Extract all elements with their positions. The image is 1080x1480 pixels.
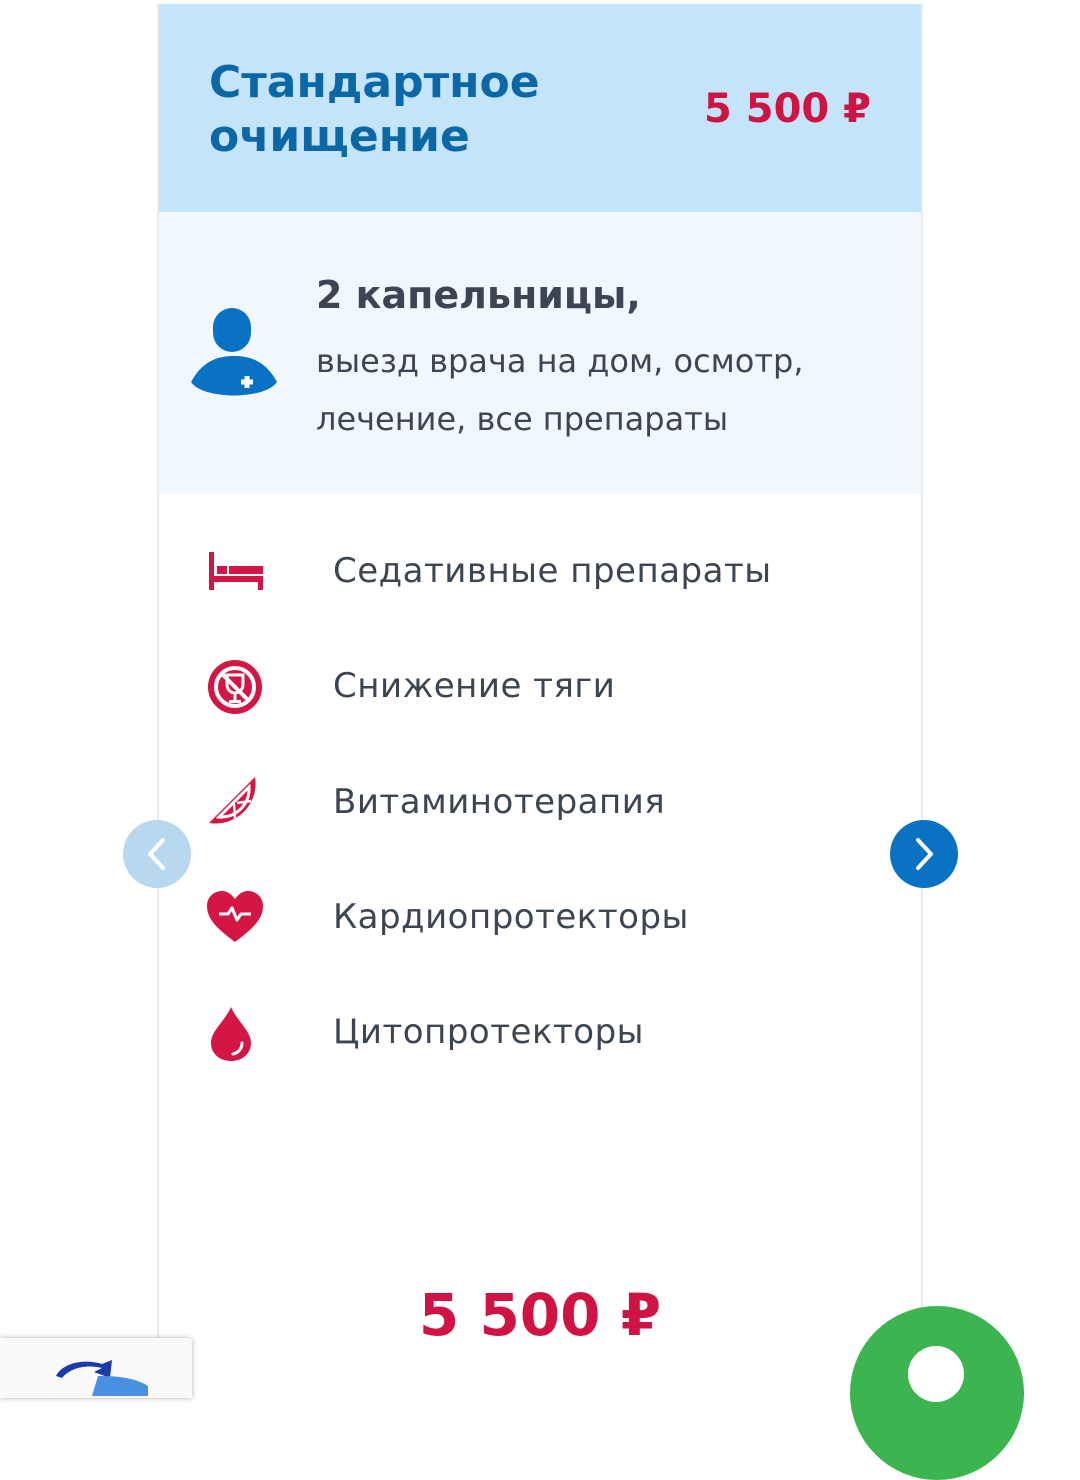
feature-item-sedatives	[159, 536, 921, 606]
plan-title: Стандартное очищение	[209, 57, 540, 162]
summary-description: выезд врача на дом, осмотр, лечение, все препараты	[316, 342, 804, 438]
drop-icon	[205, 1003, 265, 1063]
card-header	[159, 4, 921, 212]
feature-item-cyto	[159, 997, 921, 1067]
carousel-next-button[interactable]	[890, 820, 958, 888]
feature-label: Витаминотерапия	[333, 782, 666, 822]
carousel-prev-button[interactable]	[123, 820, 191, 888]
feature-item-craving	[159, 651, 921, 721]
feature-label: Снижение тяги	[333, 666, 616, 706]
chat-icon	[908, 1346, 964, 1402]
tariff-card	[157, 4, 923, 1384]
bottom-price: 5 500 ₽	[418, 1281, 662, 1349]
recaptcha-badge[interactable]	[0, 1338, 192, 1398]
chevron-left-icon	[123, 820, 191, 888]
heart-pulse-icon	[205, 888, 265, 948]
feature-label: Кардиопротекторы	[333, 897, 689, 937]
feature-item-vitamins	[159, 767, 921, 837]
doctor-icon	[189, 304, 279, 408]
summary-title: 2 капельницы,	[316, 273, 641, 317]
bed-icon	[205, 542, 265, 602]
plan-price: 5 500 ₽	[703, 86, 871, 132]
chat-fab-button[interactable]	[850, 1306, 1024, 1480]
chevron-right-icon	[890, 820, 958, 888]
feature-item-cardio	[159, 882, 921, 952]
feature-label: Цитопротекторы	[333, 1012, 645, 1052]
citrus-icon	[205, 773, 265, 833]
plan-summary	[159, 212, 921, 494]
recaptcha-icon	[52, 1356, 152, 1396]
feature-label: Седативные препараты	[333, 551, 772, 591]
no-alcohol-icon	[205, 657, 265, 717]
